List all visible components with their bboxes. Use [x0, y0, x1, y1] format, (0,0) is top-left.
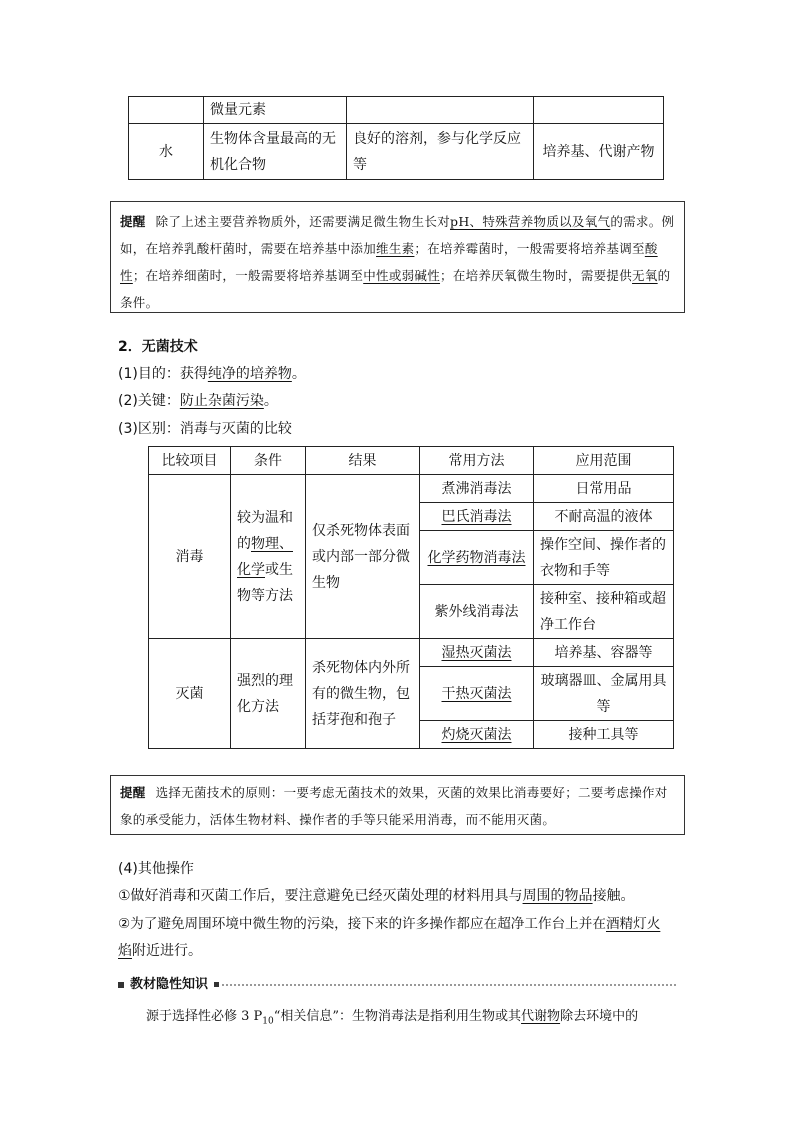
range-cell: 日常用品	[534, 475, 674, 503]
nutrient-cell: 生物体含量最高的无机化合物	[204, 124, 347, 180]
tip-label: 提醒	[120, 214, 146, 229]
method-cell: 紫外线消毒法	[420, 585, 534, 639]
tip-box-2	[110, 775, 685, 835]
hidden-knowledge-text	[146, 1004, 638, 1035]
key-line	[118, 388, 278, 414]
page-subscript: 10	[262, 1016, 274, 1027]
source-key: 代谢物	[521, 1009, 561, 1024]
item-key: 焰	[118, 943, 132, 959]
tip-text: 除了上述主要营养物质外，还需要满足微生物生长对	[155, 214, 451, 229]
nutrient-cell: 水	[129, 124, 204, 180]
method-cell	[420, 531, 534, 585]
source-text: 源于选择性必修 3 P	[146, 1009, 263, 1024]
other-ops-item-1	[118, 883, 635, 909]
range-cell: 接种室、接种箱或超净工作台	[534, 585, 674, 639]
diff-line: (3)区别：消毒与灭菌的比较	[118, 421, 292, 437]
method-cell: 煮沸消毒法	[420, 475, 534, 503]
tip-text: 的条件。	[120, 268, 671, 310]
square-bullet-icon	[118, 982, 124, 988]
nutrient-cell: 微量元素	[204, 97, 347, 124]
method-key: 巴氏消毒法	[441, 508, 512, 525]
header-cell: 比较项目	[149, 447, 231, 475]
dotted-divider	[222, 984, 676, 986]
disinfect-result: 仅杀死物体表面或内部一部分微生物	[306, 475, 420, 639]
key-prefix: (2)关键：	[118, 393, 180, 409]
method-key: 干热灭菌法	[441, 685, 512, 702]
disinfect-name: 消毒	[149, 475, 231, 639]
range-cell: 操作空间、操作者的衣物和手等	[534, 531, 674, 585]
item-text: 接触。	[592, 888, 635, 904]
method-cell	[420, 639, 534, 667]
range-cell: 玻璃器皿、金属用具等	[534, 667, 674, 721]
nutrient-cell: 良好的溶剂，参与化学反应等	[347, 124, 534, 180]
header-cell: 结果	[306, 447, 420, 475]
source-text: 除去环境中的	[560, 1009, 639, 1024]
tip-text: 的需求。例如，在培养乳酸杆菌时，需要在培养基中添加	[120, 214, 675, 256]
item-key: 周围的物品	[522, 888, 593, 904]
method-key: 灼烧灭菌法	[441, 726, 512, 743]
header-cell: 常用方法	[420, 447, 534, 475]
purpose-line	[118, 361, 306, 387]
other-ops-item-2	[118, 911, 660, 937]
tip-key: 无氧	[632, 268, 658, 283]
square-bullet-icon	[214, 982, 219, 987]
section-title: 2．无菌技术	[118, 339, 198, 355]
disinfect-condition	[231, 475, 306, 639]
method-cell	[420, 503, 534, 531]
nutrient-cell: 培养基、代谢产物	[534, 124, 664, 180]
cond-text: 较为温和的	[237, 509, 293, 552]
sterilize-name: 灭菌	[149, 639, 231, 749]
hidden-knowledge-header	[118, 972, 219, 998]
purpose-prefix: (1)目的：获得	[118, 366, 208, 382]
cond-text: 或生物等方法	[237, 561, 293, 604]
range-cell: 培养基、容器等	[534, 639, 674, 667]
method-key: 化学药物消毒法	[427, 549, 526, 566]
nutrient-cell	[347, 97, 534, 124]
tip-key: 维生素	[376, 241, 415, 256]
item-text: ②为了避免周围环境中微生物的污染，接下来的许多操作都应在超净工作台上并在	[118, 916, 606, 932]
tip-key: pH、特殊营养物质以及氧气	[450, 214, 611, 229]
other-ops-title: (4)其他操作	[118, 861, 194, 877]
source-text: “相关信息”：生物消毒法是指利用生物或其	[273, 1009, 522, 1024]
cond-key: 物理、化学	[237, 535, 293, 578]
tip-key: 酸性	[120, 241, 658, 283]
range-cell: 不耐高温的液体	[534, 503, 674, 531]
sterilize-result: 杀死物体内外所有的微生物，包括芽孢和孢子	[306, 639, 420, 749]
other-ops-item-2-cont	[118, 938, 202, 964]
header-cell: 条件	[231, 447, 306, 475]
compare-table	[148, 446, 674, 749]
nutrient-table	[128, 96, 664, 180]
key-value: 防止杂菌污染	[179, 393, 264, 409]
sterilize-condition: 强烈的理化方法	[231, 639, 306, 749]
item-key: 酒精灯火	[605, 916, 661, 932]
header-cell: 应用范围	[534, 447, 674, 475]
method-cell	[420, 721, 534, 749]
method-cell	[420, 667, 534, 721]
item-text: ①做好消毒和灭菌工作后，要注意避免已经灭菌处理的材料用具与	[118, 888, 523, 904]
item-text: 附近进行。	[132, 943, 202, 959]
purpose-suffix: 。	[291, 366, 306, 382]
tip-label: 提醒	[120, 785, 146, 800]
method-key: 湿热灭菌法	[441, 644, 512, 661]
tip-box-1	[110, 201, 685, 313]
purpose-value: 纯净的培养物	[207, 366, 292, 382]
range-cell: 接种工具等	[534, 721, 674, 749]
tip-text: ；在培养厌氧微生物时，需要提供	[440, 268, 633, 283]
nutrient-cell	[129, 97, 204, 124]
tip-text: 选择无菌技术的原则：一要考虑无菌技术的效果，灭菌的效果比消毒要好；二要考虑操作对象的承受能力，活体生物材料、操作者的手等只能采用消毒，而不能用灭菌。	[120, 785, 668, 827]
hidden-knowledge-title: 教材隐性知识	[130, 977, 209, 992]
key-suffix: 。	[263, 393, 278, 409]
tip-text: ；在培养霉菌时，一般需要将培养基调至	[414, 241, 645, 256]
tip-text: ；在培养细菌时，一般需要将培养基调至	[132, 268, 364, 283]
nutrient-cell	[534, 97, 664, 124]
tip-key: 中性或弱碱性	[363, 268, 441, 283]
